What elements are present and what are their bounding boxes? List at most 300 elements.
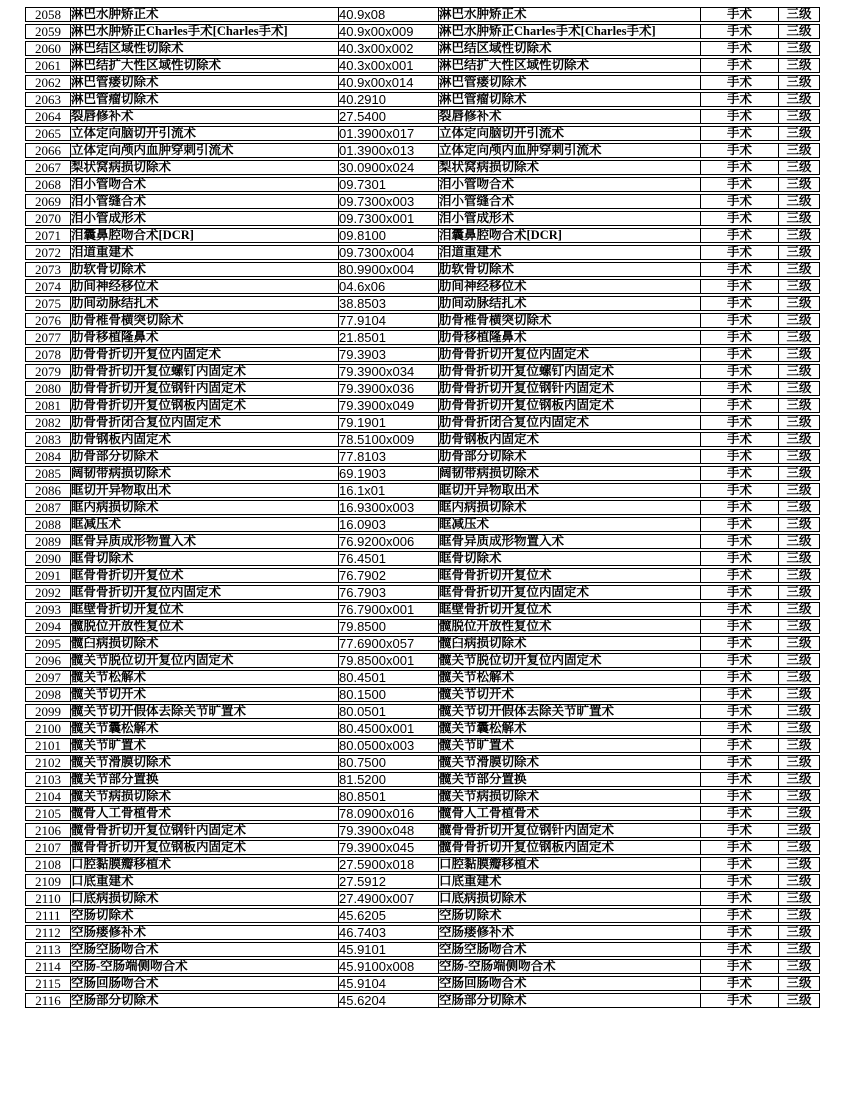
procedure-name-repeat-cell: 眶减压术 — [438, 517, 700, 532]
row-number-cell: 2083 — [25, 432, 70, 447]
procedure-code-cell: 40.2910 — [338, 92, 438, 107]
level-cell: 三级 — [778, 993, 820, 1008]
procedure-name-repeat-cell: 泪囊鼻腔吻合术[DCR] — [438, 228, 700, 243]
row-number-cell: 2100 — [25, 721, 70, 736]
table-row — [25, 262, 820, 277]
procedure-name-cell: 眶骨异质成形物置入术 — [70, 534, 338, 549]
table-row — [25, 160, 820, 175]
procedure-name-repeat-cell: 淋巴管瘤切除术 — [438, 92, 700, 107]
table-row — [25, 75, 820, 90]
procedure-name-repeat-cell: 髋骨骨折切开复位钢板内固定术 — [438, 840, 700, 855]
table-row — [25, 551, 820, 566]
row-number-cell: 2098 — [25, 687, 70, 702]
category-cell: 手术 — [700, 500, 778, 515]
row-number-cell: 2079 — [25, 364, 70, 379]
procedure-table — [25, 5, 820, 1010]
category-cell: 手术 — [700, 857, 778, 872]
row-number-cell: 2084 — [25, 449, 70, 464]
table-row — [25, 398, 820, 413]
category-cell: 手术 — [700, 330, 778, 345]
table-row — [25, 891, 820, 906]
row-number-cell: 2090 — [25, 551, 70, 566]
row-number-cell: 2063 — [25, 92, 70, 107]
procedure-name-repeat-cell: 阔韧带病损切除术 — [438, 466, 700, 481]
table-row — [25, 177, 820, 192]
procedure-name-cell: 髋关节切开术 — [70, 687, 338, 702]
level-cell: 三级 — [778, 7, 820, 22]
procedure-name-cell: 肋骨部分切除术 — [70, 449, 338, 464]
level-cell: 三级 — [778, 41, 820, 56]
procedure-name-cell: 髋关节囊松解术 — [70, 721, 338, 736]
procedure-name-repeat-cell: 髋关节部分置换 — [438, 772, 700, 787]
procedure-name-cell: 髋关节切开假体去除关节旷置术 — [70, 704, 338, 719]
row-number-cell: 2089 — [25, 534, 70, 549]
table-row — [25, 347, 820, 362]
procedure-name-repeat-cell: 空肠切除术 — [438, 908, 700, 923]
procedure-code-cell: 79.8500x001 — [338, 653, 438, 668]
procedure-name-cell: 口腔黏膜瓣移植术 — [70, 857, 338, 872]
row-number-cell: 2110 — [25, 891, 70, 906]
procedure-code-cell: 45.9100x008 — [338, 959, 438, 974]
procedure-code-cell: 04.6x06 — [338, 279, 438, 294]
row-number-cell: 2091 — [25, 568, 70, 583]
category-cell: 手术 — [700, 92, 778, 107]
level-cell: 三级 — [778, 109, 820, 124]
row-number-cell: 2095 — [25, 636, 70, 651]
table-row — [25, 789, 820, 804]
procedure-name-cell: 淋巴水肿矫正Charles手术[Charles手术] — [70, 24, 338, 39]
level-cell: 三级 — [778, 534, 820, 549]
procedure-name-cell: 泪小管吻合术 — [70, 177, 338, 192]
category-cell: 手术 — [700, 891, 778, 906]
procedure-name-repeat-cell: 淋巴管瘘切除术 — [438, 75, 700, 90]
procedure-name-cell: 眶切开异物取出术 — [70, 483, 338, 498]
table-row — [25, 755, 820, 770]
procedure-name-cell: 空肠切除术 — [70, 908, 338, 923]
category-cell: 手术 — [700, 75, 778, 90]
category-cell: 手术 — [700, 143, 778, 158]
procedure-name-cell: 立体定向颅内血肿穿刺引流术 — [70, 143, 338, 158]
level-cell: 三级 — [778, 330, 820, 345]
category-cell: 手术 — [700, 381, 778, 396]
table-row — [25, 143, 820, 158]
procedure-name-cell: 肋骨骨折切开复位螺钉内固定术 — [70, 364, 338, 379]
table-row — [25, 687, 820, 702]
procedure-name-cell: 空肠部分切除术 — [70, 993, 338, 1008]
table-row — [25, 313, 820, 328]
procedure-name-repeat-cell: 淋巴结区域性切除术 — [438, 41, 700, 56]
procedure-name-cell: 肋间动脉结扎术 — [70, 296, 338, 311]
level-cell: 三级 — [778, 500, 820, 515]
procedure-code-cell: 80.1500 — [338, 687, 438, 702]
procedure-code-cell: 80.4501 — [338, 670, 438, 685]
row-number-cell: 2101 — [25, 738, 70, 753]
procedure-name-cell: 肋骨骨折切开复位内固定术 — [70, 347, 338, 362]
table-row — [25, 721, 820, 736]
level-cell: 三级 — [778, 415, 820, 430]
procedure-name-repeat-cell: 髋脱位开放性复位术 — [438, 619, 700, 634]
procedure-name-cell: 立体定向脑切开引流术 — [70, 126, 338, 141]
row-number-cell: 2087 — [25, 500, 70, 515]
level-cell: 三级 — [778, 24, 820, 39]
procedure-name-cell: 空肠空肠吻合术 — [70, 942, 338, 957]
table-row — [25, 585, 820, 600]
level-cell: 三级 — [778, 432, 820, 447]
table-row — [25, 279, 820, 294]
procedure-name-repeat-cell: 眶切开异物取出术 — [438, 483, 700, 498]
level-cell: 三级 — [778, 449, 820, 464]
level-cell: 三级 — [778, 704, 820, 719]
procedure-name-repeat-cell: 裂唇修补术 — [438, 109, 700, 124]
procedure-name-cell: 髋关节脱位切开复位内固定术 — [70, 653, 338, 668]
procedure-code-cell: 80.0500x003 — [338, 738, 438, 753]
category-cell: 手术 — [700, 279, 778, 294]
level-cell: 三级 — [778, 126, 820, 141]
table-row — [25, 364, 820, 379]
table-row — [25, 517, 820, 532]
procedure-code-cell: 40.9x08 — [338, 7, 438, 22]
table-row — [25, 670, 820, 685]
row-number-cell: 2112 — [25, 925, 70, 940]
procedure-code-cell: 09.7300x003 — [338, 194, 438, 209]
procedure-name-repeat-cell: 立体定向颅内血肿穿刺引流术 — [438, 143, 700, 158]
category-cell: 手术 — [700, 704, 778, 719]
level-cell: 三级 — [778, 245, 820, 260]
procedure-name-cell: 髋臼病损切除术 — [70, 636, 338, 651]
level-cell: 三级 — [778, 840, 820, 855]
procedure-name-repeat-cell: 髋关节囊松解术 — [438, 721, 700, 736]
row-number-cell: 2061 — [25, 58, 70, 73]
table-row — [25, 330, 820, 345]
procedure-name-cell: 淋巴水肿矫正术 — [70, 7, 338, 22]
procedure-name-cell: 空肠-空肠端侧吻合术 — [70, 959, 338, 974]
table-row — [25, 857, 820, 872]
procedure-code-cell: 78.0900x016 — [338, 806, 438, 821]
procedure-code-cell: 38.8503 — [338, 296, 438, 311]
category-cell: 手术 — [700, 245, 778, 260]
row-number-cell: 2104 — [25, 789, 70, 804]
table-row — [25, 908, 820, 923]
procedure-name-cell: 髋关节滑膜切除术 — [70, 755, 338, 770]
table-row — [25, 942, 820, 957]
procedure-name-repeat-cell: 泪小管成形术 — [438, 211, 700, 226]
category-cell: 手术 — [700, 296, 778, 311]
procedure-name-repeat-cell: 空肠空肠吻合术 — [438, 942, 700, 957]
procedure-name-cell: 肋间神经移位术 — [70, 279, 338, 294]
procedure-name-cell: 髋关节松解术 — [70, 670, 338, 685]
level-cell: 三级 — [778, 347, 820, 362]
procedure-name-repeat-cell: 空肠部分切除术 — [438, 993, 700, 1008]
procedure-code-cell: 79.8500 — [338, 619, 438, 634]
procedure-code-cell: 76.4501 — [338, 551, 438, 566]
table-row — [25, 874, 820, 889]
level-cell: 三级 — [778, 806, 820, 821]
category-cell: 手术 — [700, 228, 778, 243]
row-number-cell: 2065 — [25, 126, 70, 141]
procedure-name-repeat-cell: 梨状窝病损切除术 — [438, 160, 700, 175]
procedure-name-repeat-cell: 肋骨椎骨横突切除术 — [438, 313, 700, 328]
procedure-name-cell: 肋骨钢板内固定术 — [70, 432, 338, 447]
procedure-code-cell: 30.0900x024 — [338, 160, 438, 175]
category-cell: 手术 — [700, 568, 778, 583]
level-cell: 三级 — [778, 653, 820, 668]
category-cell: 手术 — [700, 874, 778, 889]
procedure-code-cell: 40.3x00x002 — [338, 41, 438, 56]
row-number-cell: 2062 — [25, 75, 70, 90]
procedure-name-cell: 淋巴管瘤切除术 — [70, 92, 338, 107]
procedure-code-cell: 09.7300x004 — [338, 245, 438, 260]
table-row — [25, 823, 820, 838]
level-cell: 三级 — [778, 687, 820, 702]
procedure-name-cell: 淋巴结扩大性区域性切除术 — [70, 58, 338, 73]
procedure-name-cell: 泪小管缝合术 — [70, 194, 338, 209]
category-cell: 手术 — [700, 211, 778, 226]
level-cell: 三级 — [778, 670, 820, 685]
level-cell: 三级 — [778, 517, 820, 532]
procedure-name-repeat-cell: 肋骨骨折切开复位内固定术 — [438, 347, 700, 362]
procedure-name-repeat-cell: 眶壁骨折切开复位术 — [438, 602, 700, 617]
row-number-cell: 2067 — [25, 160, 70, 175]
level-cell: 三级 — [778, 551, 820, 566]
row-number-cell: 2103 — [25, 772, 70, 787]
procedure-name-repeat-cell: 肋骨骨折切开复位钢板内固定术 — [438, 398, 700, 413]
table-row — [25, 415, 820, 430]
procedure-name-repeat-cell: 立体定向脑切开引流术 — [438, 126, 700, 141]
procedure-name-cell: 髋关节旷置术 — [70, 738, 338, 753]
row-number-cell: 2058 — [25, 7, 70, 22]
procedure-name-repeat-cell: 髋骨骨折切开复位钢针内固定术 — [438, 823, 700, 838]
row-number-cell: 2106 — [25, 823, 70, 838]
procedure-name-repeat-cell: 肋间动脉结扎术 — [438, 296, 700, 311]
category-cell: 手术 — [700, 942, 778, 957]
table-row — [25, 500, 820, 515]
category-cell: 手术 — [700, 653, 778, 668]
category-cell: 手术 — [700, 636, 778, 651]
level-cell: 三级 — [778, 177, 820, 192]
table-row — [25, 993, 820, 1008]
table-row — [25, 534, 820, 549]
category-cell: 手术 — [700, 823, 778, 838]
procedure-code-cell: 76.7900x001 — [338, 602, 438, 617]
table-row — [25, 211, 820, 226]
level-cell: 三级 — [778, 483, 820, 498]
procedure-name-repeat-cell: 肋骨骨折切开复位螺钉内固定术 — [438, 364, 700, 379]
table-row — [25, 568, 820, 583]
procedure-name-repeat-cell: 肋骨骨折切开复位钢针内固定术 — [438, 381, 700, 396]
procedure-code-cell: 27.4900x007 — [338, 891, 438, 906]
row-number-cell: 2111 — [25, 908, 70, 923]
procedure-name-cell: 肋骨骨折切开复位钢针内固定术 — [70, 381, 338, 396]
category-cell: 手术 — [700, 721, 778, 736]
procedure-code-cell: 77.8103 — [338, 449, 438, 464]
category-cell: 手术 — [700, 602, 778, 617]
procedure-name-cell: 肋软骨切除术 — [70, 262, 338, 277]
procedure-name-repeat-cell: 髋臼病损切除术 — [438, 636, 700, 651]
procedure-code-cell: 27.5900x018 — [338, 857, 438, 872]
procedure-name-cell: 肋骨移植隆鼻术 — [70, 330, 338, 345]
row-number-cell: 2115 — [25, 976, 70, 991]
table-row — [25, 432, 820, 447]
row-number-cell: 2078 — [25, 347, 70, 362]
procedure-code-cell: 80.8501 — [338, 789, 438, 804]
procedure-code-cell: 80.9900x004 — [338, 262, 438, 277]
table-row — [25, 194, 820, 209]
category-cell: 手术 — [700, 449, 778, 464]
category-cell: 手术 — [700, 517, 778, 532]
category-cell: 手术 — [700, 194, 778, 209]
procedure-name-repeat-cell: 眶骨骨折切开复位术 — [438, 568, 700, 583]
procedure-name-repeat-cell: 肋骨移植隆鼻术 — [438, 330, 700, 345]
procedure-name-cell: 眶内病损切除术 — [70, 500, 338, 515]
table-row — [25, 449, 820, 464]
row-number-cell: 2076 — [25, 313, 70, 328]
procedure-name-cell: 肋骨椎骨横突切除术 — [70, 313, 338, 328]
row-number-cell: 2069 — [25, 194, 70, 209]
procedure-code-cell: 40.9x00x009 — [338, 24, 438, 39]
row-number-cell: 2088 — [25, 517, 70, 532]
procedure-code-cell: 79.3900x034 — [338, 364, 438, 379]
procedure-code-cell: 79.3900x036 — [338, 381, 438, 396]
procedure-name-cell: 泪囊鼻腔吻合术[DCR] — [70, 228, 338, 243]
level-cell: 三级 — [778, 755, 820, 770]
procedure-code-cell: 76.9200x006 — [338, 534, 438, 549]
procedure-code-cell: 79.3903 — [338, 347, 438, 362]
procedure-name-cell: 髋关节病损切除术 — [70, 789, 338, 804]
procedure-name-repeat-cell: 髋关节切开术 — [438, 687, 700, 702]
table-row — [25, 738, 820, 753]
procedure-code-cell: 09.7301 — [338, 177, 438, 192]
level-cell: 三级 — [778, 721, 820, 736]
level-cell: 三级 — [778, 92, 820, 107]
row-number-cell: 2094 — [25, 619, 70, 634]
level-cell: 三级 — [778, 925, 820, 940]
procedure-name-cell: 口底重建术 — [70, 874, 338, 889]
table-row — [25, 7, 820, 22]
table-row — [25, 228, 820, 243]
row-number-cell: 2086 — [25, 483, 70, 498]
table-row — [25, 58, 820, 73]
procedure-name-repeat-cell: 空肠回肠吻合术 — [438, 976, 700, 991]
row-number-cell: 2109 — [25, 874, 70, 889]
category-cell: 手术 — [700, 738, 778, 753]
procedure-code-cell: 27.5912 — [338, 874, 438, 889]
level-cell: 三级 — [778, 568, 820, 583]
row-number-cell: 2060 — [25, 41, 70, 56]
procedure-name-cell: 泪小管成形术 — [70, 211, 338, 226]
row-number-cell: 2072 — [25, 245, 70, 260]
category-cell: 手术 — [700, 840, 778, 855]
procedure-name-cell: 梨状窝病损切除术 — [70, 160, 338, 175]
row-number-cell: 2092 — [25, 585, 70, 600]
procedure-code-cell: 80.7500 — [338, 755, 438, 770]
row-number-cell: 2108 — [25, 857, 70, 872]
level-cell: 三级 — [778, 279, 820, 294]
table-row — [25, 466, 820, 481]
procedure-name-cell: 空肠瘘修补术 — [70, 925, 338, 940]
procedure-code-cell: 77.9104 — [338, 313, 438, 328]
level-cell: 三级 — [778, 381, 820, 396]
table-row — [25, 24, 820, 39]
category-cell: 手术 — [700, 347, 778, 362]
procedure-code-cell: 27.5400 — [338, 109, 438, 124]
procedure-name-cell: 淋巴管瘘切除术 — [70, 75, 338, 90]
procedure-name-cell: 肋骨骨折切开复位钢板内固定术 — [70, 398, 338, 413]
table-row — [25, 245, 820, 260]
category-cell: 手术 — [700, 925, 778, 940]
procedure-code-cell: 79.1901 — [338, 415, 438, 430]
table-row — [25, 959, 820, 974]
level-cell: 三级 — [778, 143, 820, 158]
procedure-name-repeat-cell: 肋间神经移位术 — [438, 279, 700, 294]
procedure-name-repeat-cell: 口腔黏膜瓣移植术 — [438, 857, 700, 872]
procedure-code-cell: 79.3900x048 — [338, 823, 438, 838]
procedure-name-repeat-cell: 髋关节滑膜切除术 — [438, 755, 700, 770]
table-row — [25, 840, 820, 855]
level-cell: 三级 — [778, 211, 820, 226]
procedure-name-repeat-cell: 泪小管吻合术 — [438, 177, 700, 192]
category-cell: 手术 — [700, 993, 778, 1008]
procedure-name-repeat-cell: 肋骨骨折闭合复位内固定术 — [438, 415, 700, 430]
level-cell: 三级 — [778, 789, 820, 804]
procedure-name-repeat-cell: 口底重建术 — [438, 874, 700, 889]
procedure-name-cell: 髋关节部分置换 — [70, 772, 338, 787]
row-number-cell: 2093 — [25, 602, 70, 617]
category-cell: 手术 — [700, 41, 778, 56]
procedure-name-repeat-cell: 髋骨人工骨植骨术 — [438, 806, 700, 821]
level-cell: 三级 — [778, 585, 820, 600]
level-cell: 三级 — [778, 466, 820, 481]
procedure-code-cell: 79.3900x049 — [338, 398, 438, 413]
procedure-code-cell: 01.3900x017 — [338, 126, 438, 141]
procedure-name-repeat-cell: 肋骨钢板内固定术 — [438, 432, 700, 447]
level-cell: 三级 — [778, 602, 820, 617]
level-cell: 三级 — [778, 772, 820, 787]
procedure-name-repeat-cell: 淋巴水肿矫正Charles手术[Charles手术] — [438, 24, 700, 39]
level-cell: 三级 — [778, 262, 820, 277]
row-number-cell: 2114 — [25, 959, 70, 974]
category-cell: 手术 — [700, 619, 778, 634]
category-cell: 手术 — [700, 432, 778, 447]
procedure-code-cell: 09.8100 — [338, 228, 438, 243]
row-number-cell: 2097 — [25, 670, 70, 685]
procedure-code-cell: 16.1x01 — [338, 483, 438, 498]
table-row — [25, 92, 820, 107]
procedure-code-cell: 76.7903 — [338, 585, 438, 600]
procedure-name-repeat-cell: 泪道重建术 — [438, 245, 700, 260]
row-number-cell: 2099 — [25, 704, 70, 719]
category-cell: 手术 — [700, 585, 778, 600]
level-cell: 三级 — [778, 891, 820, 906]
category-cell: 手术 — [700, 177, 778, 192]
table-row — [25, 976, 820, 991]
level-cell: 三级 — [778, 619, 820, 634]
table-row — [25, 704, 820, 719]
row-number-cell: 2082 — [25, 415, 70, 430]
level-cell: 三级 — [778, 823, 820, 838]
procedure-code-cell: 81.5200 — [338, 772, 438, 787]
procedure-name-cell: 眶壁骨折切开复位术 — [70, 602, 338, 617]
procedure-name-repeat-cell: 淋巴结扩大性区域性切除术 — [438, 58, 700, 73]
procedure-code-cell: 76.7902 — [338, 568, 438, 583]
procedure-code-cell: 80.0501 — [338, 704, 438, 719]
level-cell: 三级 — [778, 959, 820, 974]
category-cell: 手术 — [700, 415, 778, 430]
level-cell: 三级 — [778, 874, 820, 889]
procedure-code-cell: 21.8501 — [338, 330, 438, 345]
procedure-table-body — [25, 7, 820, 1008]
procedure-name-cell: 眶骨切除术 — [70, 551, 338, 566]
level-cell: 三级 — [778, 160, 820, 175]
